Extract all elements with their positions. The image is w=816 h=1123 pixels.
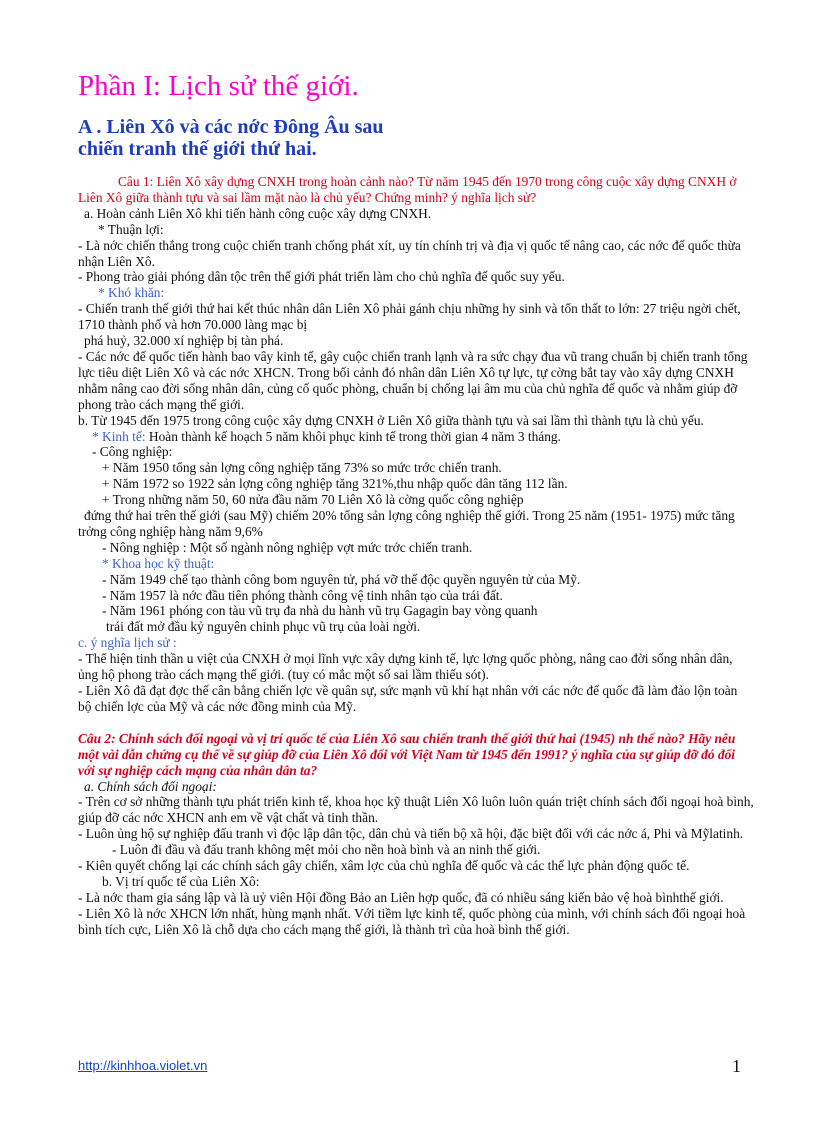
q1-khkt-3: - Năm 1961 phóng con tàu vũ trụ đa nhà du hành vũ trụ Gagagin bay vòng quanh (102, 603, 538, 619)
section-title-line-1: A . Liên Xô và các nớc Đông Âu sau (78, 116, 384, 138)
section-title (78, 116, 384, 160)
q1-kho-khan-heading: * Khó khăn: (98, 285, 165, 301)
question-1: Câu 1: Liên Xô xây dựng CNXH trong hoàn cảnh nào? Từ năm 1945 đến 1970 trong công cuộc xây dựng CNXH ở Liên Xô giữa thành tựu và sai lầm mặt nào là chủ yếu? Chứng minh? ý nghĩa lịch sử? (78, 174, 737, 205)
q1-y-nghia-2: - Liên Xô đã đạt đợc thế cân bằng chiến lợc về quân sự, sức mạnh vũ khí hạt nhân với các nớc đế quốc đã làm đảo lộn toàn bộ chiến lợc của Mỹ và các nớc đồng minh của Mỹ. (78, 683, 738, 714)
q1-kinh-te (78, 429, 754, 445)
body-text (78, 174, 754, 938)
q1-kinh-te-label: * Kinh tế: (92, 428, 146, 444)
q2-b-1: - Là nớc tham gia sáng lập và là uỷ viên Hội đồng Bảo an Liên hợp quốc, đã có nhiều sáng kiến bảo vệ hoà bìnhthế giới. (78, 889, 724, 905)
q1-c-heading: c. ý nghĩa lịch sử : (78, 635, 177, 651)
q1-cong-nghiep-heading: - Công nghiệp: (92, 444, 173, 460)
q2-a-3: - Luôn đi đầu và đấu tranh không mệt mỏi cho nền hoà bình và an ninh thế giới. (112, 842, 541, 858)
question-2: Câu 2: Chính sách đối ngoại và vị trí quốc tế của Liên Xô sau chiến tranh thế giới thứ hai (1945) nh thế nào? Hãy nêu một vài dẫn chứng cụ thể về sự giúp đỡ của Liên Xô đối với Việt Nam từ 1945 đến 1991? ý nghĩa của sự giúp đỡ đó đối với sự nghiệp cách mạng của nhân dân ta? (78, 730, 736, 778)
page-number: 1 (732, 1056, 741, 1076)
q1-cong-nghiep-3b: đứng thứ hai trên thế giới (sau Mỹ) chiếm 20% tổng sản lợng công nghiệp thế giới. Trong 25 năm (1951- 1975) mức tăng trởng công nghiệp hàng năm 9,6% (78, 508, 735, 539)
q2-b-heading: b. Vị trí quốc tế của Liên Xô: (102, 873, 260, 889)
part-title: Phần I: Lịch sử thế giới. (78, 70, 359, 102)
q2-a-heading: a. Chính sách đối ngoại: (84, 778, 217, 794)
q2-a-1: - Trên cơ sở những thành tựu phát triển kinh tế, khoa học kỹ thuật Liên Xô luôn luôn quán triệt chính sách đối ngoại hoà bình, giúp đỡ các nớc XHCN anh em về vật chất và tinh thần. (78, 794, 754, 826)
q1-thuan-loi-heading: * Thuận lợi: (98, 221, 164, 237)
q1-thuan-loi-2: - Phong trào giải phóng dân tộc trên thế giới phát triển làm cho chủ nghĩa đế quốc suy yếu. (78, 269, 565, 285)
q1-b-heading: b. Từ 1945 đến 1975 trong công cuộc xây dựng CNXH ở Liên Xô giữa thành tựu và sai lầm thì thành tựu là chủ yếu. (78, 412, 704, 428)
q2-a-2: - Luôn ủng hộ sự nghiệp đấu tranh vì độc lập dân tộc, dân chủ và tiến bộ xã hội, đặc biệt đối với các nớc á, Phi và Mỹlatinh. (78, 826, 744, 842)
q1-khkt-2: - Năm 1957 là nớc đầu tiên phóng thành công vệ tinh nhân tạo của trái đất. (102, 587, 503, 603)
q1-cong-nghiep-2: + Năm 1972 so 1922 sản lợng công nghiệp tăng 321%,thu nhập quốc dân tăng 112 lần. (102, 476, 568, 492)
q1-khkt-3b: trái đất mở đầu kỷ nguyên chinh phục vũ trụ của loài ngời. (106, 619, 421, 635)
q1-cong-nghiep-3: + Trong những năm 50, 60 nửa đầu năm 70 Liên Xô là cờng quốc công nghiệp (102, 492, 524, 508)
q1-a-heading: a. Hoàn cảnh Liên Xô khi tiến hành công cuộc xây dựng CNXH. (84, 205, 432, 221)
q1-y-nghia-1: - Thể hiện tinh thần u việt của CNXH ở mọi lĩnh vực xây dựng kinh tế, lực lợng quốc phòng, nâng cao đời sống nhân dân, ủng hộ phong trào cách mạng thế giới. (tuy có mắc một số sai lầm thiếu sót). (78, 651, 733, 683)
q1-kho-khan-2: - Các nớc đế quốc tiến hành bao vây kinh tế, gây cuộc chiến tranh lạnh và ra sức chạy đua vũ trang chuẩn bị chiến tranh tổng lực tiêu diệt Liên Xô và các nớc XHCN. Trong bối cảnh đó nhân dân Liên Xô tự lực, tự cờng bắt tay vào xây dựng CNXH nhằm nâng cao đời sống nhân dân, củng cố quốc phòng, chuẩn bị chống lại âm mu của chủ nghĩa đế quốc và nhằm giúp đỡ phong trào cách mạng thế giới. (78, 348, 748, 412)
q1-khkt-1: - Năm 1949 chế tạo thành công bom nguyên tử, phá vỡ thế độc quyền nguyên tử của Mỹ. (102, 571, 581, 587)
q2-a-4: - Kiên quyết chống lại các chính sách gây chiến, xâm lợc của chủ nghĩa đế quốc và các thế lực phản động quốc tế. (78, 858, 690, 874)
q2-b-2: - Liên Xô là nớc XHCN lớn nhất, hùng mạnh nhất. Với tiềm lực kinh tế, quốc phòng của mình, với chính sách đối ngoại hoà bình tích cực, Liên Xô là chỗ dựa cho cách mạng thế giới, là thành trì của hoà bình thế giới. (78, 905, 746, 937)
section-title-line-2: chiến tranh thế giới thứ hai. (78, 138, 317, 160)
q1-cong-nghiep-1: + Năm 1950 tổng sản lợng công nghiệp tăng 73% so mức trớc chiến tranh. (102, 460, 502, 476)
q1-thuan-loi-1: - Là nớc chiến thắng trong cuộc chiến tranh chống phát xít, uy tín chính trị và địa vị quốc tế nâng cao, các nớc đế quốc thừa nhận Liên Xô. (78, 237, 741, 269)
q1-kho-khan-1b: phá huỷ, 32.000 xí nghiệp bị tàn phá. (84, 333, 284, 349)
q1-khkt-heading: * Khoa học kỹ thuật: (102, 555, 215, 571)
q1-kinh-te-text: Hoàn thành kế hoạch 5 năm khôi phục kinh tế trong thời gian 4 năm 3 tháng. (145, 428, 561, 444)
footer-link[interactable]: http://kinhhoa.violet.vn (78, 1058, 208, 1073)
q1-kho-khan-1: - Chiến tranh thế giới thứ hai kết thúc nhân dân Liên Xô phải gánh chịu những hy sinh và tổn thất to lớn: 27 triệu ngời chết, 1710 thành phố và hơn 70.000 làng mạc bị (78, 301, 741, 333)
q1-nong-nghiep: - Nông nghiệp : Một số ngành nông nghiệp vợt mức trớc chiến tranh. (102, 539, 473, 555)
